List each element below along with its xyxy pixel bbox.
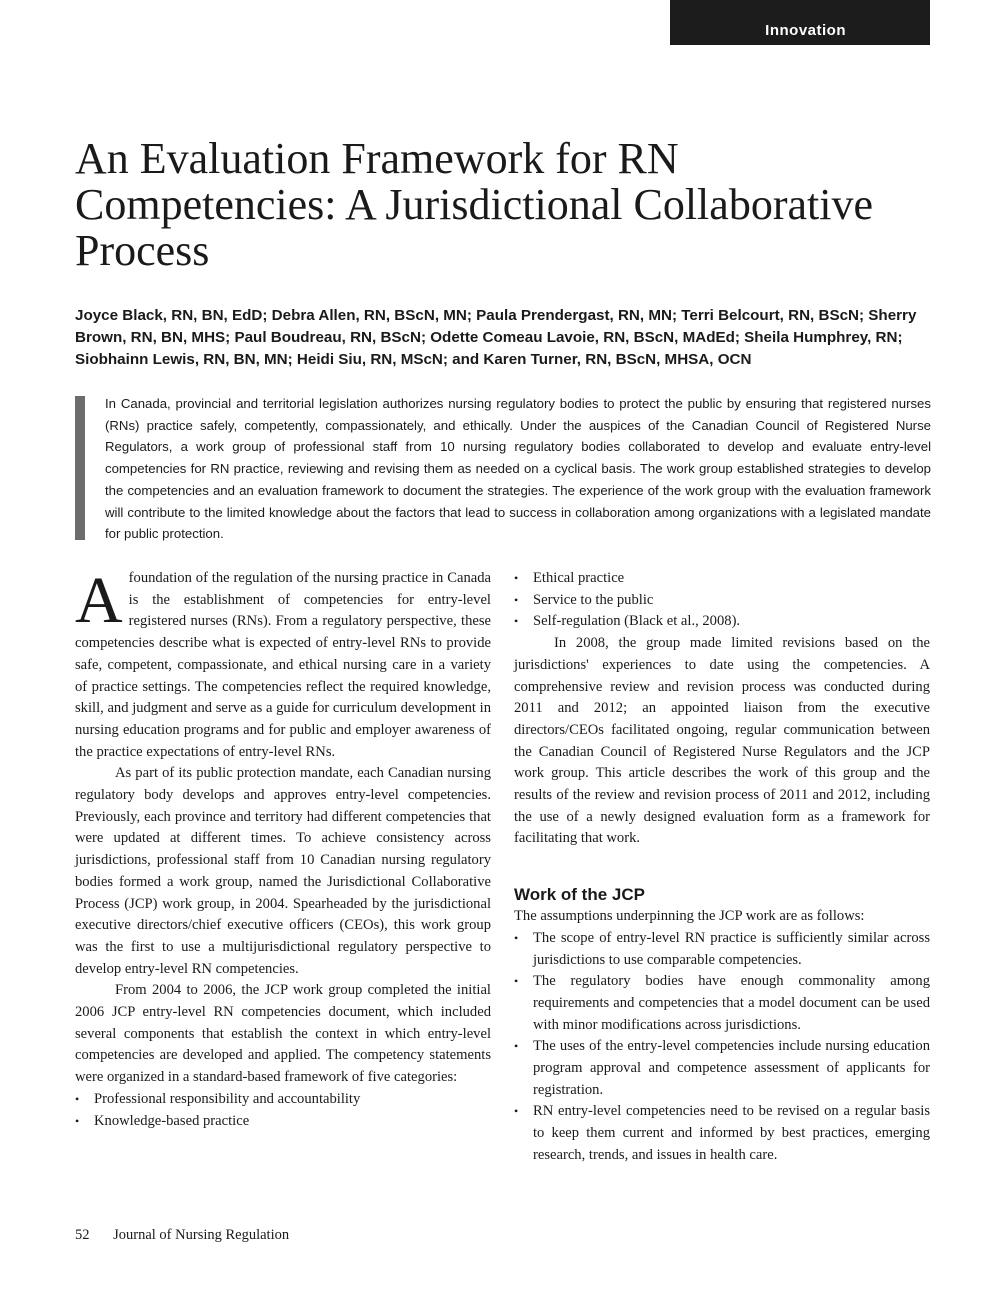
- section-heading: Work of the JCP: [514, 885, 645, 905]
- category-list: [75, 1089, 491, 1132]
- abstract: In Canada, provincial and territorial legislation authorizes nursing regulatory bodies to protect the public by ensuring that registered nurses (RNs) practice safely, competently, compassionately, and ethically. Under the auspices of the Canadian Council of Registered Nurse Regulators, a work group of professional staff from 10 nursing regulatory bodies collaborated to develop and evaluate entry-level competencies for RN practice, reviewing and revising them as needed on a cyclical basis. The work group established strategies to develop the competencies and an evaluation framework to document the strategies. The experience of the work group with the evaluation framework will contribute to the limited knowledge about the factors that lead to success in collaboration among organizations with a legislated mandate for public protection.: [105, 396, 931, 542]
- drop-cap: A: [75, 564, 123, 637]
- left-column: [75, 564, 491, 1132]
- right-column: [514, 568, 930, 1167]
- list-item: • RN entry-level competencies need to be revised on a regular basis to keep them current and informed by best practices, emerging research, trends, and issues in health care.: [514, 1101, 930, 1166]
- intro-paragraph-text: foundation of the regulation of the nursing practice in Canada is the establishment of competencies for entry-level registered nurses (RNs). From a regulatory perspective, these competencies describe what is expected of entry-level RNs to provide safe, competent, compassionate, and ethical nursing care in a variety of practice settings. The competencies reflect the required knowledge, skill, and judgment and serve as a guide for curriculum development in nursing education programs and for public and employer awareness of the practice expectations of entry-level RNs.: [75, 570, 491, 760]
- list-item: • Service to the public: [514, 590, 930, 612]
- journal-name: Journal of Nursing Regulation: [113, 1227, 290, 1243]
- list-item: • Ethical practice: [514, 568, 930, 590]
- list-item: • Professional responsibility and accountability: [75, 1089, 491, 1111]
- author-list: Joyce Black, RN, BN, EdD; Debra Allen, RN, BScN, MN; Paula Prendergast, RN, MN; Terri Belcourt, RN, BScN; Sherry Brown, RN, BN, MHS; Paul Boudreau, RN, BScN; Odette Comeau Lavoie, RN, BScN, MAdEd; Sheila Humphrey, RN; Siobhainn Lewis, RN, BN, MN; Heidi Siu, RN, MScN; and Karen Turner, RN, BScN, MHSA, OCN: [75, 307, 917, 368]
- intro-paragraph: [75, 564, 491, 763]
- assumptions-intro: The assumptions underpinning the JCP work are as follows:: [514, 908, 865, 925]
- body-paragraph: From 2004 to 2006, the JCP work group completed the initial 2006 JCP entry-level RN competencies document, which included several components that establish the context in which entry-level competencies are developed and applied. The competency statements were organized in a standard-based framework of five categories:: [75, 982, 491, 1086]
- abstract-bar: [75, 396, 85, 540]
- section-label: Innovation: [765, 22, 846, 39]
- section-tab: [670, 0, 930, 45]
- list-item: • The uses of the entry-level competencies include nursing education program approval and competence assessment of applicants for registration.: [514, 1036, 930, 1101]
- body-paragraph: As part of its public protection mandate, each Canadian nursing regulatory body develops and approves entry-level competencies. Previously, each province and territory had different competencies that were updated at different times. To achieve consistency across jurisdictions, professional staff from 10 Canadian nursing regulatory bodies formed a work group, named the Jurisdictional Collaborative Process (JCP) work group, in 2004. Spearheaded by the jurisdictional executive directors/chief executive officers (CEOs), this work group was the first to use a multijurisdictional regulatory perspective to develop entry-level RN competencies.: [75, 765, 491, 977]
- body-paragraph: In 2008, the group made limited revisions based on the jurisdictions' experiences to date using the competencies. A comprehensive review and revision process was conducted during 2011 and 2012; an appointed liaison from the executive directors/CEOs facilitated ongoing, regular communication between the Canadian Council of Registered Nurse Regulators and the JCP work group. This article describes the work of this group and the results of the review and revision process of 2011 and 2012, including the use of a newly designed evaluation form as a framework for facilitating that work.: [514, 635, 930, 847]
- assumptions-list: [514, 928, 930, 1167]
- list-item: • The regulatory bodies have enough commonality among requirements and competencies that a model document can be used with minor modifications across jurisdictions.: [514, 971, 930, 1036]
- list-item: • The scope of entry-level RN practice is sufficiently similar across jurisdictions to use comparable competencies.: [514, 928, 930, 971]
- list-item: • Self-regulation (Black et al., 2008).: [514, 611, 930, 633]
- page-footer: [75, 1227, 289, 1244]
- article-title: An Evaluation Framework for RN Competencies: A Jurisdictional Collaborative Process: [75, 134, 873, 275]
- category-list-continued: [514, 568, 930, 633]
- page-number: 52: [75, 1227, 90, 1243]
- list-item: • Knowledge-based practice: [75, 1111, 491, 1133]
